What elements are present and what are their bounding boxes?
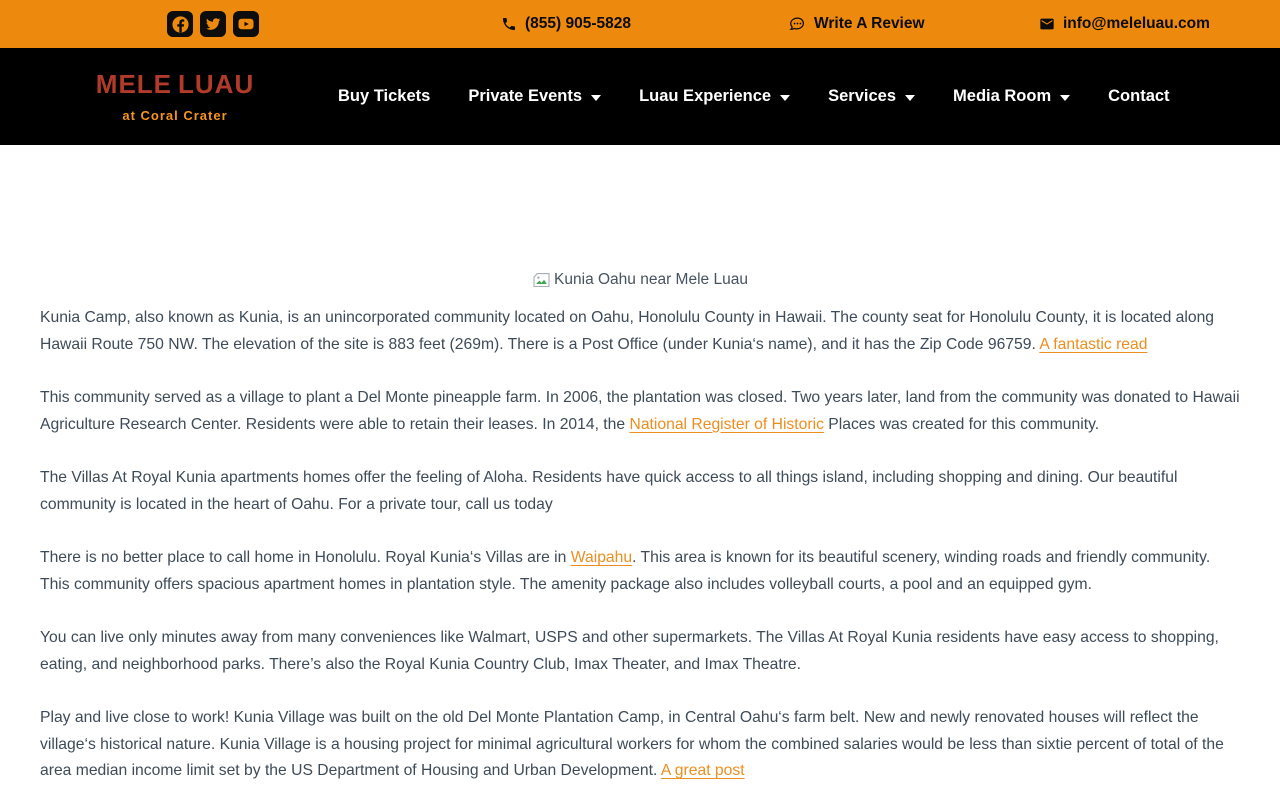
inline-link[interactable]: Waipahu (570, 549, 633, 566)
twitter-link[interactable] (200, 11, 226, 37)
inline-link[interactable]: National Register of Historic (629, 415, 824, 433)
inline-link[interactable]: A great post (660, 762, 745, 779)
speech-bubble-icon (789, 16, 806, 33)
article-paragraph: There is no better place to call home in Honolulu. Royal Kunia‘s Villas are in Waipahu. This area is known for its beautiful scenery, winding roads and friendly community. This community offers spacious apartment homes in plantation style. The amenity package also includes volleyball courts, a pool and an equipped gym. (40, 549, 1211, 593)
nav-item-label: Services (828, 87, 897, 105)
content (0, 145, 1280, 785)
facebook-icon (172, 16, 189, 33)
nav-menu (338, 48, 1170, 145)
article-paragraph: Kunia Camp, also known as Kunia, is an unincorporated community located on Oahu, Honolulu County in Hawaii. The county seat for Honolulu County, it is located along Hawaii Route 750 NW. The elevation of the site is 883 feet (269m). There is a Post Office (under Kunia‘s name), and it has the Zip Code 96759. A fantastic read (40, 309, 1215, 353)
nav-item-label: Buy Tickets (338, 87, 431, 105)
nav-menu-item (468, 87, 601, 106)
email-address: info@meleluau.com (1063, 15, 1210, 32)
chevron-down-icon (780, 95, 790, 101)
youtube-link[interactable] (233, 11, 259, 37)
phone-contact[interactable] (501, 0, 631, 48)
youtube-icon (238, 16, 254, 32)
logo[interactable] (95, 56, 255, 123)
phone-icon (501, 16, 517, 32)
facebook-link[interactable] (167, 11, 193, 37)
broken-image-icon (532, 272, 551, 288)
article-body (40, 305, 1240, 785)
nav-menu-item (338, 87, 430, 106)
email-contact[interactable] (1039, 0, 1210, 48)
nav-item-label: Contact (1108, 87, 1170, 105)
envelope-icon (1039, 16, 1055, 32)
nav-menu-item (639, 87, 790, 106)
article-paragraph: You can live only minutes away from many conveniences like Walmart, USPS and other supermarkets. The Villas At Royal Kunia residents have easy access to shopping, eating, and neighborhood parks. There’s also the Royal Kunia Country Club, Imax Theater, and Imax Theatre. (40, 629, 1219, 673)
inline-link[interactable]: A fantastic read (1039, 335, 1148, 353)
article-paragraph: This community served as a village to plant a Del Monte pineapple farm. In 2006, the plantation was closed. Two years later, land from the community was donated to Hawaii Agriculture Research Center. Residents were able to retain their leases. In 2014, the National Register of Historic Places was created for this community. (40, 389, 1240, 433)
broken-image-alt-text: Kunia Oahu near Mele Luau (554, 271, 748, 288)
nav-item-contact[interactable] (1108, 87, 1169, 106)
write-review-link[interactable] (789, 0, 925, 48)
nav-item-label: Private Events (468, 87, 583, 105)
article-paragraph: The Villas At Royal Kunia apartments homes offer the feeling of Aloha. Residents have quick access to all things island, including shopping and dining. Our beautiful community is located in the heart of Oahu. For a private tour, call us today (40, 469, 1178, 513)
nav-item-services[interactable] (828, 87, 915, 106)
broken-image (0, 271, 1280, 289)
nav-item-buy-tickets[interactable] (338, 87, 430, 106)
logo-word-left: MELE (95, 68, 173, 99)
main-nav (0, 48, 1280, 145)
social-links (167, 11, 259, 37)
chevron-down-icon (905, 95, 915, 101)
article-paragraph: Play and live close to work! Kunia Village was built on the old Del Monte Plantation Camp, in Central Oahu‘s farm belt. New and newly renovated houses will reflect the village‘s historical nature. Kunia Village is a housing project for minimal agricultural workers for whom the combined salaries would be less than sixtie percent of total of the area median income limit set by the US Department of Housing and Urban Development. A great post (40, 709, 1224, 779)
nav-item-luau-experience[interactable] (639, 87, 790, 106)
nav-item-media-room[interactable] (953, 87, 1070, 106)
chevron-down-icon (1060, 95, 1070, 101)
twitter-icon (205, 16, 221, 32)
write-review-label: Write A Review (814, 15, 925, 32)
logo-word-right: LUAU (178, 68, 255, 99)
nav-item-private-events[interactable] (468, 87, 601, 106)
logo-tagline: at Coral Crater (122, 108, 228, 123)
phone-number: (855) 905-5828 (525, 15, 631, 32)
nav-menu-item (953, 87, 1070, 106)
nav-menu-item (1108, 87, 1169, 106)
chevron-down-icon (591, 95, 601, 101)
nav-menu-item (828, 87, 915, 106)
topbar (0, 0, 1280, 48)
nav-item-label: Luau Experience (639, 87, 772, 105)
nav-item-label: Media Room (953, 87, 1052, 105)
